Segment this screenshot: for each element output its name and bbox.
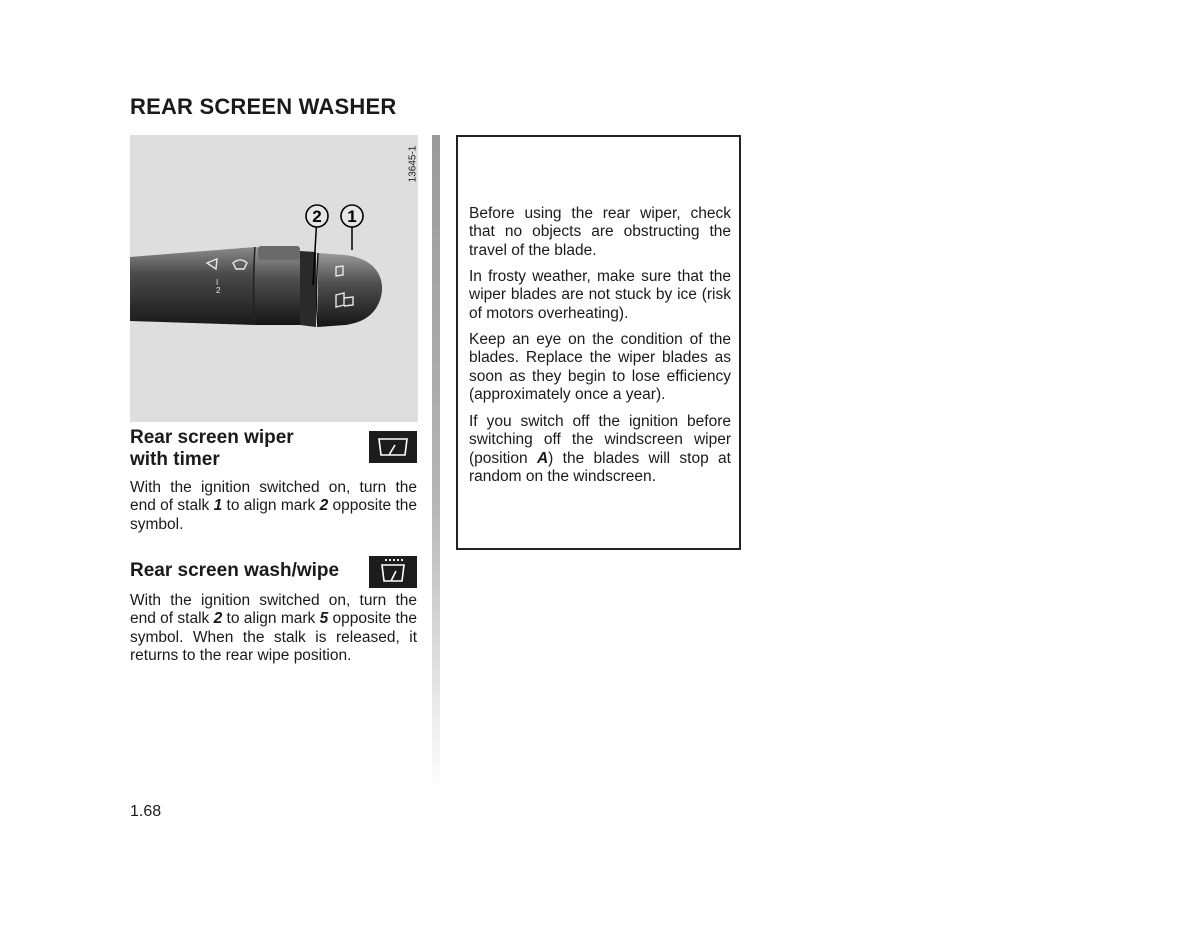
callout-2: [306, 205, 328, 227]
page-title: REAR SCREEN WASHER: [130, 94, 397, 119]
notice-paragraph-2: In frosty weather, make sure that the wiper blades are not stuck by ice (risk of motors overheating).: [469, 268, 731, 322]
notice-paragraph-3: Keep an eye on the condition of the blades. Replace the wiper blades as soon as they begin to lose efficiency (approximately once a year).: [469, 331, 731, 403]
rear-wiper-icon: [369, 431, 417, 463]
column-divider: [432, 135, 440, 790]
notice-paragraph-4: If you switch off the ignition before switching off the windscreen wiper (position A) the blades will stop at random on the windscreen.: [469, 413, 731, 485]
section-heading-rear-wiper: [130, 427, 294, 471]
section-text-wash-wipe: With the ignition switched on, turn the end of stalk 2 to align mark 5 opposite the symbol. When the stalk is released, it returns to the rear wipe position.: [130, 592, 417, 664]
callout-2-label: 2: [312, 207, 322, 226]
stalk-mark-i: I: [216, 278, 219, 287]
section-heading-line1: Rear screen wiper: [130, 427, 294, 448]
callout-1: [341, 205, 363, 227]
rear-wash-wipe-icon: [369, 556, 417, 588]
notice-paragraph-1: Before using the rear wiper, check that no objects are obstructing the travel of the blade.: [469, 205, 731, 259]
wiper-stalk-illustration: [130, 135, 418, 422]
figure-reference: [407, 140, 419, 188]
wiper-stalk-drawing: [130, 135, 418, 422]
callout-1-label: 1: [347, 207, 357, 226]
section-text-rear-wiper: With the ignition switched on, turn the end of stalk 1 to align mark 2 opposite the symbol.: [130, 479, 417, 533]
figure-reference-code: 13645-1: [407, 145, 419, 183]
section-heading-wash-wipe: Rear screen wash/wipe: [130, 560, 340, 581]
page-number: 1.68: [130, 803, 162, 820]
stalk-mark-2: 2: [216, 286, 221, 295]
section-heading-line2: with timer: [130, 449, 220, 470]
notice-box: [456, 135, 741, 550]
